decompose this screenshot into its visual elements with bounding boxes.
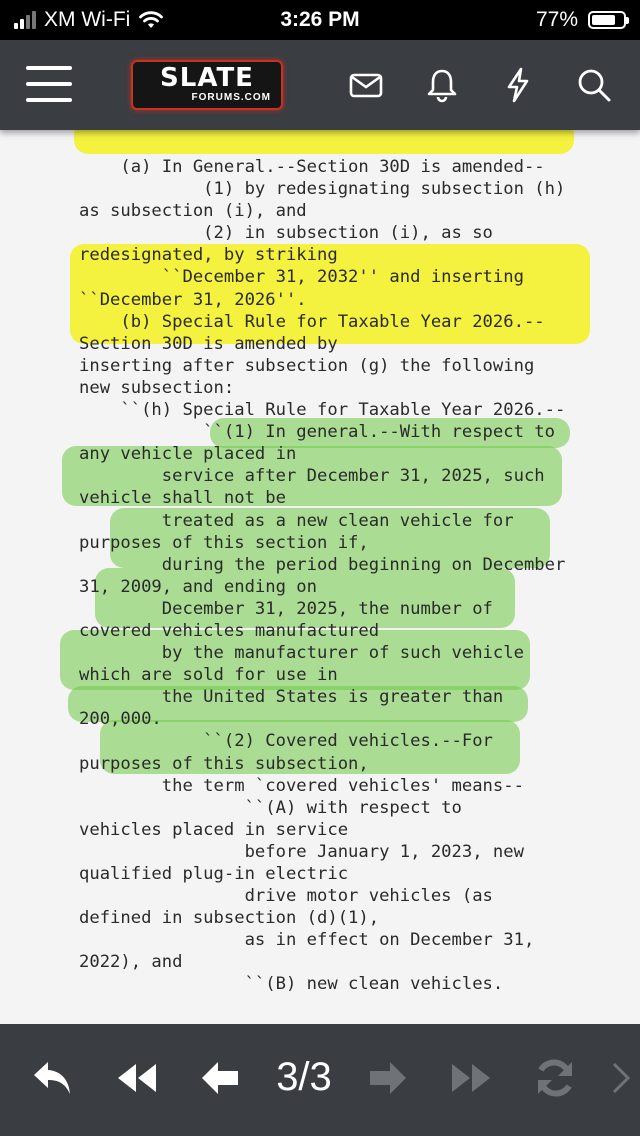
document-line: 200,000. (79, 709, 162, 730)
document-line: defined in subsection (d)(1), (79, 908, 380, 929)
document-line: service after December 31, 2025, such (79, 466, 545, 487)
document-line: (2) in subsection (i), as so (79, 223, 493, 244)
lightning-icon[interactable] (499, 66, 537, 104)
document-line: which are sold for use in (79, 665, 338, 686)
more-icon[interactable] (608, 1056, 634, 1100)
first-page-icon[interactable] (114, 1056, 160, 1100)
highlight-yellow (74, 130, 574, 154)
reply-icon[interactable] (30, 1056, 76, 1100)
document-line: during the period beginning on December (79, 554, 566, 575)
document-line: 31, 2009, and ending on (79, 576, 317, 597)
status-bar (0, 0, 640, 40)
document-line: any vehicle placed in (79, 444, 297, 465)
menu-icon[interactable] (26, 66, 72, 104)
previous-page-icon[interactable] (198, 1056, 242, 1100)
document-line: vehicle shall not be (79, 488, 286, 509)
document-line: Section 30D is amended by (79, 333, 338, 354)
document-line: qualified plug-in electric (79, 864, 349, 884)
carrier-label: XM Wi-Fi (44, 8, 131, 31)
search-icon[interactable] (575, 66, 613, 104)
document-line: ``(1) In general.--With respect to (79, 422, 555, 443)
document-line: (1) by redesignating subsection (h) (79, 179, 566, 200)
document-line: ``(B) new clean vehicles. (79, 974, 504, 995)
document-line: purposes of this subsection, (79, 753, 369, 774)
document-line: as in effect on December 31, (79, 930, 535, 951)
document-line: (a) In General.--Section 30D is amended-- (79, 157, 545, 177)
document-line: December 31, 2025, the number of (79, 598, 493, 619)
logo-text: SLATE (160, 63, 254, 93)
document-line: treated as a new clean vehicle for (79, 510, 514, 531)
app-header (0, 40, 640, 130)
document-line: ``December 31, 2026''. (79, 289, 307, 310)
document-line: as subsection (i), and (79, 201, 307, 222)
bell-icon[interactable] (423, 66, 461, 104)
last-page-icon (448, 1056, 494, 1100)
document-line: the term `covered vehicles' means-- (79, 775, 524, 796)
document-text (79, 156, 565, 996)
document-line: ``(h) Special Rule for Taxable Year 2026.-- (79, 400, 566, 421)
battery-fill (592, 15, 615, 25)
document-line: ``December 31, 2032'' and inserting (79, 267, 524, 288)
page-indicator: 3/3 (276, 1055, 332, 1099)
next-page-icon (366, 1056, 410, 1100)
document-line: 2022), and (79, 952, 183, 973)
document-line: new subsection: (79, 377, 235, 398)
document-line: redesignated, by striking (79, 245, 338, 266)
document-line: (b) Special Rule for Taxable Year 2026.-- (79, 311, 545, 332)
bottom-toolbar (0, 1024, 640, 1136)
document-line: inserting after subsection (g) the following (79, 355, 535, 376)
document-line: the United States is greater than (79, 687, 504, 708)
battery-percent: 77% (535, 8, 578, 31)
battery-icon (588, 11, 626, 29)
site-logo[interactable] (131, 60, 283, 110)
mail-icon[interactable] (347, 66, 385, 104)
document-line: covered vehicles manufactured (79, 620, 380, 641)
document-line: purposes of this section if, (79, 532, 369, 553)
document-line: before January 1, 2023, new (79, 841, 524, 862)
status-right (536, 8, 626, 32)
document-line: drive motor vehicles (as (79, 886, 493, 907)
clock: 3:26 PM (280, 8, 360, 31)
refresh-icon[interactable] (532, 1056, 578, 1100)
document-line: vehicles placed in service (79, 819, 349, 840)
document-line: ``(2) Covered vehicles.--For (79, 731, 493, 752)
document-line: ``(A) with respect to (79, 797, 462, 818)
document-image (0, 130, 640, 1024)
logo-subtext: FORUMS.COM (191, 92, 271, 103)
document-line: by the manufacturer of such vehicle (79, 643, 524, 664)
